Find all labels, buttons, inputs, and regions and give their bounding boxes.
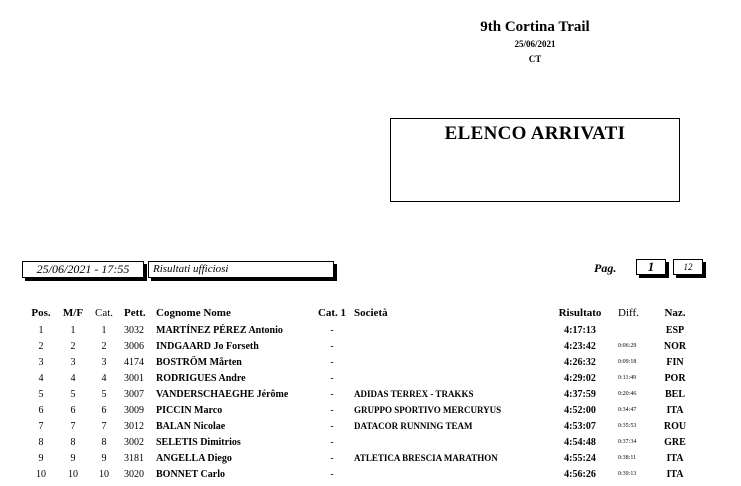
cell-pett: 3009 [124,404,144,416]
cell-name: MARTÍNEZ PÉREZ Antonio [156,324,283,336]
table-row [20,370,692,386]
header-mf: M/F [62,307,84,319]
cell-cat1: - [330,372,334,384]
cell-pett: 3007 [124,388,144,400]
cell-cat1: - [330,468,334,480]
cell-cat: 6 [101,404,107,416]
cell-cat: 9 [101,452,107,464]
cell-pett: 3181 [124,452,144,464]
cell-pett: 3002 [124,436,144,448]
cell-name: RODRIGUES Andre [156,372,246,384]
cell-diff: 0:35:53 [618,423,637,429]
cell-pos: 3 [38,356,44,368]
cell-diff: 0:11:49 [618,375,637,381]
report-title-box [390,118,680,202]
cell-mf: 3 [70,356,76,368]
cell-pos: 5 [38,388,44,400]
cell-name: BALAN Nicolae [156,420,226,432]
cell-pett: 3012 [124,420,144,432]
results-table [20,304,692,482]
cell-cat: 5 [101,388,107,400]
cell-pos: 4 [38,372,44,384]
cell-cat1: - [330,324,334,336]
cell-risultato: 4:37:59 [564,388,596,400]
current-page: 1 [636,259,666,275]
event-code: CT [528,54,542,64]
cell-cat1: - [330,420,334,432]
cell-risultato: 4:23:42 [564,340,596,352]
cell-risultato: 4:52:00 [564,404,596,416]
cell-cat: 7 [101,420,107,432]
cell-cat1: - [330,452,334,464]
cell-pett: 3001 [124,372,144,384]
cell-pett: 4174 [124,356,144,368]
cell-societa [354,370,542,386]
cell-cat: 3 [101,356,107,368]
cell-societa: ADIDAS TERREX - TRAKKS [354,389,474,399]
cell-naz: ROU [663,420,687,432]
cell-naz: BEL [664,388,685,400]
cell-societa [354,338,542,354]
cell-risultato: 4:53:07 [564,420,596,432]
cell-naz: ITA [666,452,684,464]
total-pages: 12 [673,259,703,275]
report-title: ELENCO ARRIVATI [444,123,626,144]
cell-diff: 0:37:34 [618,439,637,445]
table-row [20,354,692,370]
cell-cat: 10 [99,468,109,480]
cell-pos: 1 [38,324,44,336]
cell-societa [354,322,542,338]
page-label: Pag. [594,261,617,275]
cell-risultato: 4:17:13 [564,324,596,336]
cell-naz: ITA [666,404,684,416]
header-diff: Diff. [618,307,639,319]
cell-pos: 9 [38,452,44,464]
header-naz: Naz. [664,307,686,319]
cell-societa: DATACOR RUNNING TEAM [354,421,473,431]
cell-risultato: 4:54:48 [564,436,596,448]
cell-mf: 4 [70,372,76,384]
cell-cat: 2 [101,340,107,352]
cell-naz: GRE [664,436,686,448]
cell-naz: NOR [663,340,687,352]
cell-diff: 0:34:47 [618,407,637,413]
cell-pos: 2 [38,340,44,352]
cell-societa [354,354,542,370]
table-header-row [20,304,692,322]
cell-cat1: - [330,404,334,416]
cell-societa [354,434,542,450]
cell-pett: 3020 [124,468,144,480]
header-risultato: Risultato [558,307,602,319]
cell-mf: 1 [70,324,76,336]
cell-naz: FIN [666,356,684,368]
cell-societa [354,466,542,482]
cell-risultato: 4:56:26 [564,468,596,480]
cell-mf: 7 [70,420,76,432]
results-status: Risultati ufficiosi [148,261,334,278]
cell-name: ANGELLA Diego [156,452,232,464]
cell-societa: ATLETICA BRESCIA MARATHON [354,453,498,463]
cell-name: BOSTRÖM Mårten [156,356,242,368]
cell-name: SELETIS Dimitrios [156,436,241,448]
cell-name: BONNET Carlo [156,468,225,480]
cell-diff: 0:06:29 [618,343,637,349]
event-title: 9th Cortina Trail [480,19,590,35]
table-row [20,418,692,434]
table-row [20,450,692,466]
cell-naz: ITA [666,468,684,480]
cell-diff: 0:39:13 [618,471,637,477]
cell-pos: 8 [38,436,44,448]
cell-cat: 8 [101,436,107,448]
cell-name: PICCIN Marco [156,404,223,416]
header-societa: Società [354,307,388,319]
header-cat1: Cat. 1 [317,307,347,319]
cell-cat1: - [330,388,334,400]
cell-mf: 5 [70,388,76,400]
table-row [20,466,692,482]
cell-diff: 0:38:11 [618,455,637,461]
header-name: Cognome Nome [156,307,231,319]
table-row [20,338,692,354]
cell-risultato: 4:55:24 [564,452,596,464]
cell-pos: 7 [38,420,44,432]
event-date: 25/06/2021 [514,39,556,49]
table-row [20,434,692,450]
cell-naz: ESP [665,324,685,336]
cell-mf: 9 [70,452,76,464]
cell-diff: 0:20:46 [618,391,637,397]
cell-mf: 2 [70,340,76,352]
cell-risultato: 4:29:02 [564,372,596,384]
header-pos: Pos. [31,307,51,319]
cell-pos: 10 [36,468,46,480]
print-timestamp: 25/06/2021 - 17:55 [22,261,144,278]
cell-pos: 6 [38,404,44,416]
cell-diff [618,322,658,338]
cell-cat: 1 [101,324,107,336]
cell-mf: 6 [70,404,76,416]
table-row [20,402,692,418]
table-row [20,322,692,338]
table-row [20,386,692,402]
cell-risultato: 4:26:32 [564,356,596,368]
header-pett: Pett. [124,307,146,319]
cell-naz: POR [664,372,686,384]
cell-mf: 10 [68,468,78,480]
cell-pett: 3006 [124,340,144,352]
cell-diff: 0:09:18 [618,359,637,365]
cell-mf: 8 [70,436,76,448]
header-cat: Cat. [94,307,114,319]
cell-cat1: - [330,436,334,448]
cell-cat1: - [330,356,334,368]
cell-pett: 3032 [124,324,144,336]
cell-name: VANDERSCHAEGHE Jérôme [156,388,289,400]
cell-name: INDGAARD Jo Forseth [156,340,259,352]
cell-societa: GRUPPO SPORTIVO MERCURYUS [354,405,502,415]
cell-cat1: - [330,340,334,352]
cell-cat: 4 [101,372,107,384]
